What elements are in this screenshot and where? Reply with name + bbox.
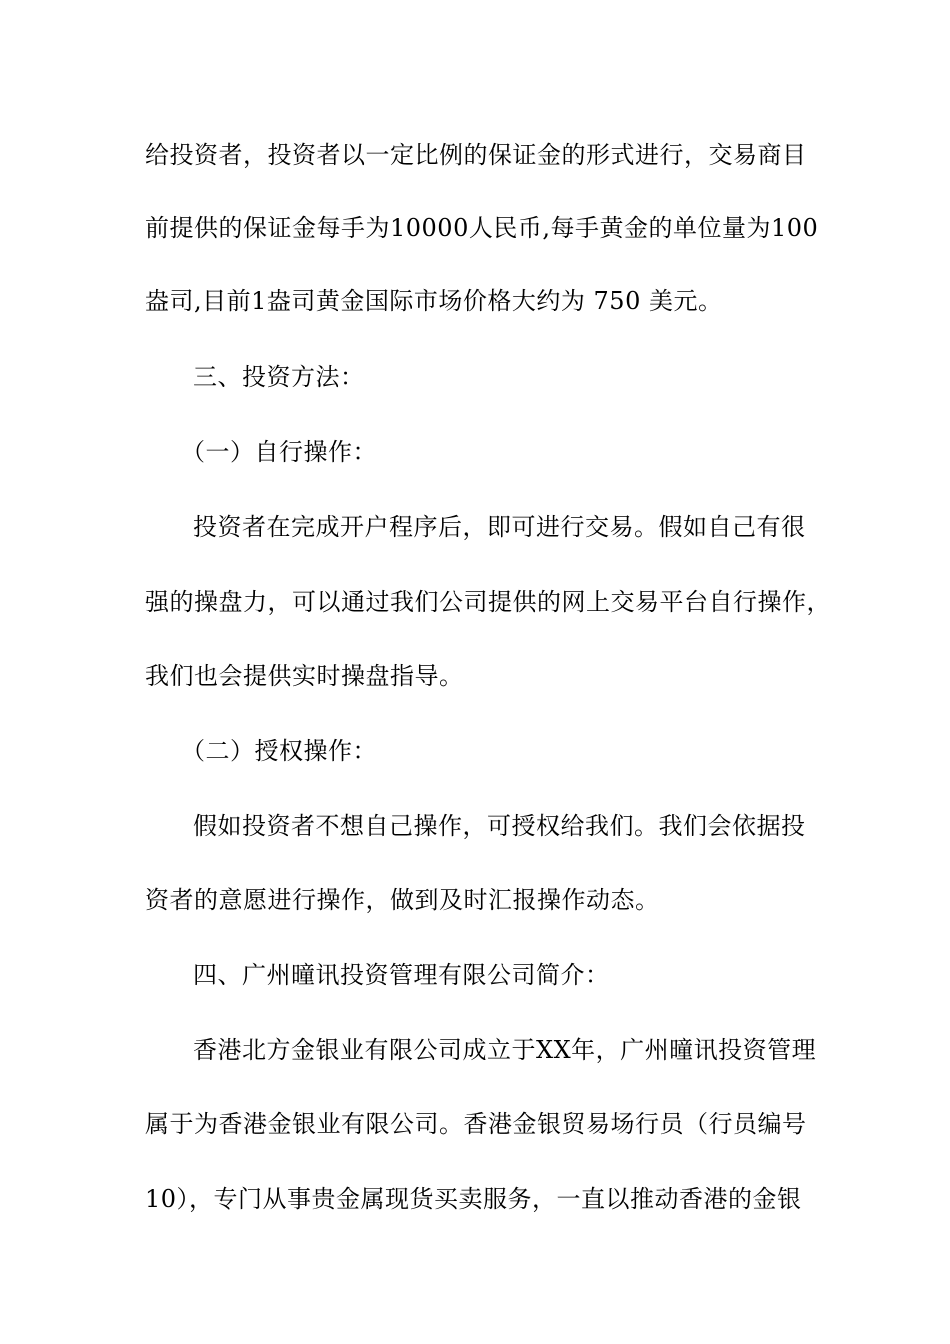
section-heading: 三、投资方法：: [193, 363, 365, 391]
paragraph-line: 资者的意愿进行操作，做到及时汇报操作动态。: [145, 886, 660, 914]
paragraph-line: 投资者在完成开户程序后，即可进行交易。假如自己有很: [193, 513, 806, 541]
paragraph-line: 属于为香港金银业有限公司。香港金银贸易场行员（行员编号: [145, 1110, 807, 1138]
subsection-heading: （一）自行操作：: [181, 438, 377, 466]
paragraph-line: 假如投资者不想自己操作，可授权给我们。我们会依据投: [193, 812, 806, 840]
subsection-heading: （二）授权操作：: [181, 737, 377, 765]
paragraph-line: 前提供的保证金每手为10000人民币,每手黄金的单位量为100: [145, 214, 819, 242]
paragraph-line: 10），专门从事贵金属现货买卖服务，一直以推动香港的金银: [145, 1185, 802, 1213]
section-heading: 四、广州曈讯投资管理有限公司简介：: [193, 961, 610, 989]
paragraph-line: 盎司,目前1盎司黄金国际市场价格大约为 750 美元。: [145, 287, 723, 315]
paragraph-line: 给投资者，投资者以一定比例的保证金的形式进行，交易商目: [145, 141, 807, 169]
paragraph-line: 香港北方金银业有限公司成立于XX年，广州曈讯投资管理: [193, 1036, 817, 1064]
paragraph-line: 我们也会提供实时操盘指导。: [145, 662, 464, 690]
paragraph-line: 强的操盘力，可以通过我们公司提供的网上交易平台自行操作，: [145, 588, 831, 616]
